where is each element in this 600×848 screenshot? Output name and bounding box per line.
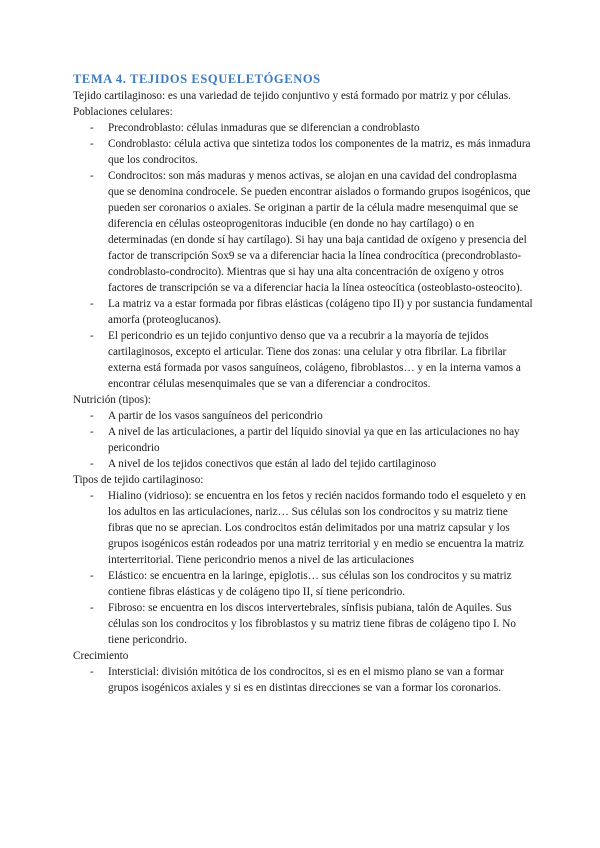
bullet-dash: - — [90, 138, 94, 150]
document-title: TEMA 4. TEJIDOS ESQUELETÓGENOS — [73, 72, 321, 86]
bullet-dash: - — [90, 458, 94, 470]
section-heading: Nutrición (tipos): — [73, 394, 151, 406]
sections-container — [73, 104, 535, 696]
bullet-dash: - — [90, 122, 94, 134]
bullet-list — [73, 664, 535, 696]
list-item — [73, 568, 535, 600]
list-item-text: Condroblasto: célula activa que sintetiza todos los componentes de la matriz, es más inmadura que los condrocitos. — [108, 138, 531, 166]
list-item — [73, 600, 535, 648]
bullet-dash: - — [90, 330, 94, 342]
list-item — [73, 664, 535, 696]
list-item-text: Hialino (vidrioso): se encuentra en los fetos y recién nacidos formando todo el esqueleto y en los adultos en las articulaciones, nariz… Sus células son los condrocitos y su matriz tiene fibras que no se aprecian. Los condrocitos están delimitados por una matriz capsular y los grupos isogénicos están rodeados por una matriz territorial y en medio se encuentra la matriz interterritorial. Tiene pericondrio menos a nivel de las articulaciones — [108, 490, 526, 566]
list-item — [73, 424, 535, 456]
list-item-text: Intersticial: división mitótica de los condrocitos, si es en el mismo plano se van a formar grupos isogénicos axiales y si es en distintas direcciones se van a formar los coronarios. — [108, 666, 504, 694]
list-item-text: La matriz va a estar formada por fibras elásticas (colágeno tipo II) y por sustancia fundamental amorfa (proteoglucanos). — [108, 298, 533, 326]
list-item — [73, 120, 535, 136]
list-item-text: Elástico: se encuentra en la laringe, epiglotis… sus células son los condrocitos y su matriz contiene fibras elásticas y de colágeno tipo II, sí tiene pericondrio. — [108, 570, 512, 598]
list-item — [73, 168, 535, 296]
list-item — [73, 328, 535, 392]
bullet-dash: - — [90, 602, 94, 614]
list-item-text: El pericondrio es un tejido conjuntivo denso que va a recubrir a la mayoría de tejidos cartilaginosos, excepto el articular. Tiene dos zonas: una celular y otra fibrilar. La fibrilar externa está formada por vasos sanguíneos, colágeno, fibroblastos… y en la interna vamos a encontrar células mesenquimales que se van a diferenciar a condrocitos. — [108, 330, 521, 390]
list-item-text: A nivel de las articulaciones, a partir del líquido sinovial ya que en las articulaciones no hay pericondrio — [108, 426, 520, 454]
list-item-text: Condrocitos: son más maduras y menos activas, se alojan en una cavidad del condroplasma que se denomina condrocele. Se pueden encontrar aislados o formando grupos isogénicos, que pueden ser coronarios o axiales. Se originan a partir de la célula madre mesenquimal que se diferencia en células osteoprogenitoras inducible (en donde no hay cartílago) o en determinadas (en donde sí hay cartílago). Si hay una baja cantidad de oxígeno y presencia del factor de transcripción Sox9 se va a diferenciar hacia la línea condrocítica (precondroblasto-condroblasto-condrocito). Mientras que si hay una alta concentración de oxígeno y otros factores de transcripción se va a diferenciar hacia la línea osteocítica (osteoblasto-osteocito). — [108, 170, 531, 294]
list-item — [73, 136, 535, 168]
list-item — [73, 488, 535, 568]
bullet-dash: - — [90, 490, 94, 502]
list-item-text: A nivel de los tejidos conectivos que están al lado del tejido cartilaginoso — [108, 458, 437, 470]
bullet-dash: - — [90, 666, 94, 678]
list-item-text: Precondroblasto: células inmaduras que se diferencian a condroblasto — [108, 122, 420, 134]
list-item-text: A partir de los vasos sanguíneos del pericondrio — [108, 410, 323, 422]
bullet-list — [73, 488, 535, 648]
bullet-dash: - — [90, 426, 94, 438]
bullet-dash: - — [90, 570, 94, 582]
list-item — [73, 408, 535, 424]
bullet-list — [73, 408, 535, 472]
section-heading: Poblaciones celulares: — [73, 106, 173, 118]
list-item — [73, 296, 535, 328]
list-item-text: Fibroso: se encuentra en los discos intervertebrales, sínfisis pubiana, talón de Aquiles. Sus células son los condrocitos y los fibroblastos y su matriz tiene fibras de colágeno tipo I. No tiene pericondrio. — [108, 602, 516, 646]
bullet-dash: - — [90, 410, 94, 422]
section-heading: Crecimiento — [73, 650, 129, 662]
intro-paragraph: Tejido cartilaginoso: es una variedad de tejido conjuntivo y está formado por matriz y por células. — [73, 90, 511, 102]
bullet-list — [73, 120, 535, 392]
bullet-dash: - — [90, 298, 94, 310]
list-item — [73, 456, 535, 472]
section-heading: Tipos de tejido cartilaginoso: — [73, 474, 204, 486]
document-body — [73, 88, 535, 696]
bullet-dash: - — [90, 170, 94, 182]
